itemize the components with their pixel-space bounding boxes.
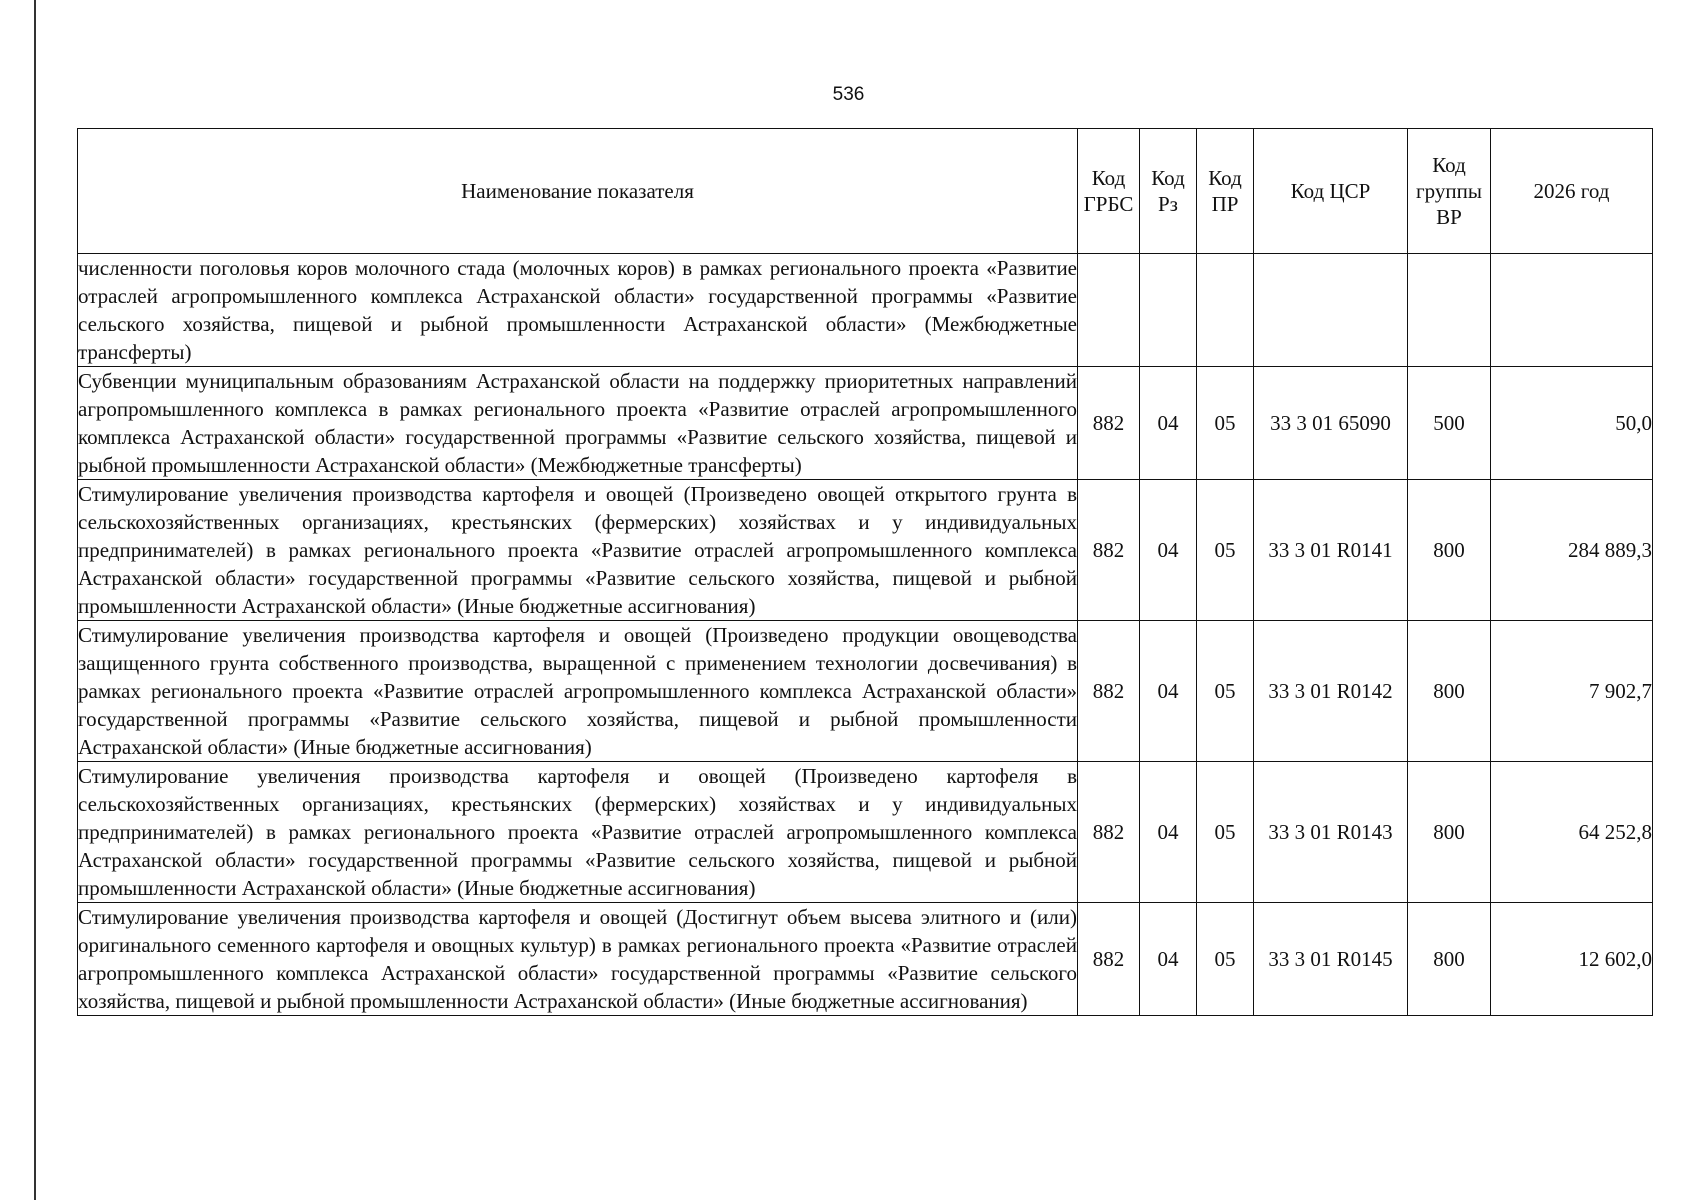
row-grbs: 882	[1078, 762, 1140, 903]
header-grbs	[1078, 129, 1140, 254]
row-grbs: 882	[1078, 367, 1140, 480]
page-number: 536	[832, 84, 865, 105]
row-rz: 04	[1140, 367, 1197, 480]
row-name: Стимулирование увеличения производства картофеля и овощей (Произведено картофеля в сельскохозяйственных организациях, крестьянских (фермерских) хозяйствах и у индивидуальных предпринимателей) в рамках регионального проекта «Развитие отраслей агропромышленного комплекса Астраханской области» государственной программы «Развитие сельского хозяйства, пищевой и рыбной промышленности Астраханской области» (Иные бюджетные ассигнования)	[78, 762, 1078, 903]
row-pr	[1197, 254, 1254, 367]
header-rz-line: Код	[1151, 166, 1185, 190]
row-amount	[1491, 254, 1653, 367]
row-name: численности поголовья коров молочного стада (молочных коров) в рамках регионального проекта «Развитие отраслей агропромышленного комплекса Астраханской области» государственной программы «Развитие сельского хозяйства, пищевой и рыбной промышленности Астраханской области» (Межбюджетные трансферты)	[78, 254, 1078, 367]
row-csr	[1254, 254, 1408, 367]
row-grbs: 882	[1078, 480, 1140, 621]
header-vr	[1408, 129, 1491, 254]
row-vr: 800	[1408, 480, 1491, 621]
row-grbs	[1078, 254, 1140, 367]
table-row	[78, 367, 1653, 480]
row-vr: 800	[1408, 762, 1491, 903]
row-rz	[1140, 254, 1197, 367]
header-vr-line: Код	[1432, 153, 1466, 177]
row-pr: 05	[1197, 762, 1254, 903]
table-row	[78, 254, 1653, 367]
row-pr: 05	[1197, 621, 1254, 762]
table-row	[78, 621, 1653, 762]
table-row	[78, 480, 1653, 621]
table-row	[78, 762, 1653, 903]
header-csr: Код ЦСР	[1254, 129, 1408, 254]
header-pr	[1197, 129, 1254, 254]
row-name: Субвенции муниципальным образованиям Астраханской области на поддержку приоритетных направлений агропромышленного комплекса в рамках регионального проекта «Развитие отраслей агропромышленного комплекса Астраханской области» государственной программы «Развитие сельского хозяйства, пищевой и рыбной промышленности Астраханской области» (Межбюджетные трансферты)	[78, 367, 1078, 480]
header-name: Наименование показателя	[78, 129, 1078, 254]
header-year: 2026 год	[1491, 129, 1653, 254]
row-vr: 800	[1408, 903, 1491, 1016]
header-pr-line: Код	[1208, 166, 1242, 190]
row-name: Стимулирование увеличения производства картофеля и овощей (Произведено овощей открытого грунта в сельскохозяйственных организациях, крестьянских (фермерских) хозяйствах и у индивидуальных предпринимателей) в рамках регионального проекта «Развитие отраслей агропромышленного комплекса Астраханской области» государственной программы «Развитие сельского хозяйства, пищевой и рыбной промышленности Астраханской области» (Иные бюджетные ассигнования)	[78, 480, 1078, 621]
page-margin-line	[34, 0, 36, 1200]
row-rz: 04	[1140, 480, 1197, 621]
row-rz: 04	[1140, 903, 1197, 1016]
row-vr	[1408, 254, 1491, 367]
table-header-row	[78, 129, 1653, 254]
header-grbs-line: ГРБС	[1083, 192, 1134, 216]
row-csr: 33 3 01 R0141	[1254, 480, 1408, 621]
budget-table	[77, 128, 1653, 1016]
row-csr: 33 3 01 R0143	[1254, 762, 1408, 903]
header-vr-line: ВР	[1436, 205, 1462, 229]
row-csr: 33 3 01 65090	[1254, 367, 1408, 480]
row-grbs: 882	[1078, 903, 1140, 1016]
header-rz-line: Рз	[1158, 192, 1178, 216]
row-amount: 64 252,8	[1491, 762, 1653, 903]
row-rz: 04	[1140, 762, 1197, 903]
row-amount: 50,0	[1491, 367, 1653, 480]
row-grbs: 882	[1078, 621, 1140, 762]
row-csr: 33 3 01 R0145	[1254, 903, 1408, 1016]
row-name: Стимулирование увеличения производства картофеля и овощей (Произведено продукции овощеводства защищенного грунта собственного производства, выращенной с применением технологии досвечивания) в рамках регионального проекта «Развитие отраслей агропромышленного комплекса Астраханской области» государственной программы «Развитие сельского хозяйства, пищевой и рыбной промышленности Астраханской области» (Иные бюджетные ассигнования)	[78, 621, 1078, 762]
row-amount: 284 889,3	[1491, 480, 1653, 621]
row-amount: 12 602,0	[1491, 903, 1653, 1016]
header-pr-line: ПР	[1211, 192, 1239, 216]
row-pr: 05	[1197, 903, 1254, 1016]
row-rz: 04	[1140, 621, 1197, 762]
header-rz	[1140, 129, 1197, 254]
table-row	[78, 903, 1653, 1016]
row-amount: 7 902,7	[1491, 621, 1653, 762]
row-csr: 33 3 01 R0142	[1254, 621, 1408, 762]
row-name: Стимулирование увеличения производства картофеля и овощей (Достигнут объем высева элитного и (или) оригинального семенного картофеля и овощных культур) в рамках регионального проекта «Развитие отраслей агропромышленного комплекса Астраханской области» государственной программы «Развитие сельского хозяйства, пищевой и рыбной промышленности Астраханской области» (Иные бюджетные ассигнования)	[78, 903, 1078, 1016]
row-vr: 800	[1408, 621, 1491, 762]
row-pr: 05	[1197, 367, 1254, 480]
header-grbs-line: Код	[1091, 166, 1126, 190]
header-vr-line: группы	[1416, 179, 1482, 203]
row-pr: 05	[1197, 480, 1254, 621]
row-vr: 500	[1408, 367, 1491, 480]
